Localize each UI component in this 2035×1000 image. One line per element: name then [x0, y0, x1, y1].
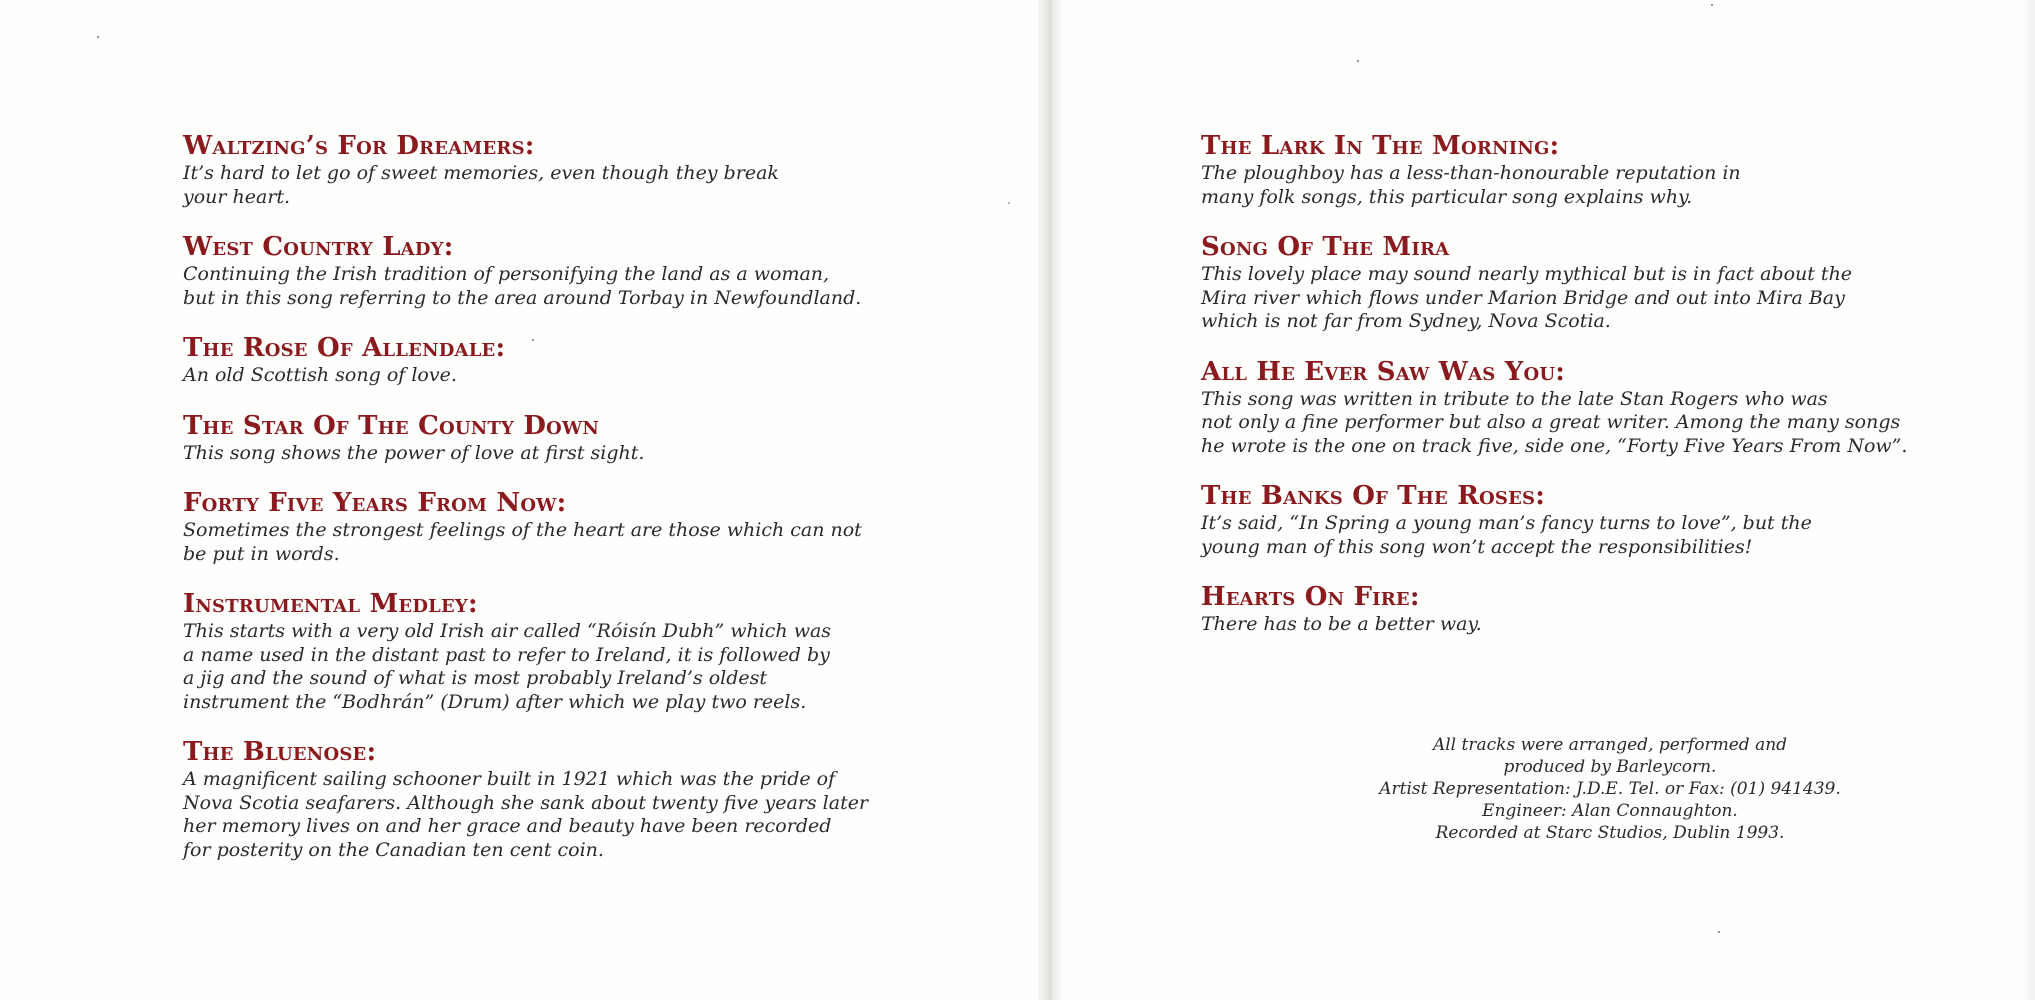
- track-description: A magnificent sailing schooner built in 1921 which was the pride of Nova Scotia seafarers. Although she sank about twenty five years later her memory lives on and her grace and beauty have been recorded for posterity on the Canadian ten cent coin.: [183, 768, 869, 861]
- credits-line: Recorded at Starc Studios, Dublin 1993.: [1435, 823, 1785, 843]
- track-title: The Lark In The Morning:: [1201, 131, 1560, 161]
- track-note: [1201, 356, 1921, 459]
- track-note: [183, 410, 903, 466]
- credits-line: All tracks were arranged, performed and: [1432, 735, 1788, 755]
- track-note: [183, 487, 903, 566]
- track-note: [1201, 480, 1921, 559]
- track-title: The Banks Of The Roses:: [1201, 481, 1546, 511]
- track-note: [1201, 581, 1921, 637]
- left-track-notes: [183, 130, 903, 884]
- track-title: Forty Five Years From Now:: [183, 488, 567, 518]
- paper-speck: [1357, 60, 1359, 62]
- track-description: It’s said, “In Spring a young man’s fancy turns to love”, but the young man of this song won’t accept the responsibilities!: [1201, 512, 1812, 558]
- track-description: It’s hard to let go of sweet memories, even though they break your heart.: [183, 162, 779, 208]
- track-title: Hearts On Fire:: [1201, 582, 1420, 612]
- track-note: [183, 736, 903, 862]
- track-title: All He Ever Saw Was You:: [1201, 356, 1566, 387]
- track-note: [1201, 231, 1921, 334]
- credits-line: produced by Barleycorn.: [1503, 757, 1717, 777]
- track-description: This song was written in tribute to the late Stan Rogers who was not only a fine performer but also a great writer. Among the many songs he wrote is the one on track five, side one, “Forty Five Years From Now”.: [1201, 387, 1908, 457]
- track-description: This song shows the power of love at first sight.: [183, 441, 645, 464]
- track-title: The Rose Of Allendale:: [183, 333, 506, 363]
- credits-line: Artist Representation: J.D.E. Tel. or Fax: (01) 941439.: [1379, 779, 1841, 799]
- page-edge: [2021, 0, 2035, 1000]
- track-note: [1201, 130, 1921, 209]
- track-title: Waltzing’s For Dreamers:: [183, 131, 535, 161]
- track-description: This starts with a very old Irish air called “Róisín Dubh” which was a name used in the distant past to refer to Ireland, it is followed by a jig and the sound of what is most probably Ireland’s oldest instrument the “Bodhrán” (Drum) after which we play two reels.: [183, 620, 832, 713]
- track-note: [183, 588, 903, 714]
- credits-line: Engineer: Alan Connaughton.: [1482, 801, 1738, 821]
- paper-speck: [1711, 4, 1713, 6]
- track-description: This lovely place may sound nearly mythical but is in fact about the Mira river which flows under Marion Bridge and out into Mira Bay which is not far from Sydney, Nova Scotia.: [1201, 263, 1853, 332]
- track-note: [183, 130, 903, 209]
- track-description: The ploughboy has a less-than-honourable reputation in many folk songs, this particular song explains why.: [1201, 162, 1741, 208]
- paper-speck: [97, 36, 99, 38]
- track-title: West Country Lady:: [183, 232, 454, 262]
- track-title: Song Of The Mira: [1201, 232, 1450, 262]
- track-description: There has to be a better way.: [1201, 613, 1482, 635]
- track-description: An old Scottish song of love.: [183, 364, 457, 386]
- paper-speck: [1008, 202, 1010, 204]
- production-credits: [1290, 734, 1930, 844]
- right-track-notes: [1201, 130, 1921, 659]
- page-fold: [1038, 0, 1062, 1000]
- track-description: Continuing the Irish tradition of personifying the land as a woman, but in this song referring to the area around Torbay in Newfoundland.: [183, 263, 862, 309]
- track-note: [183, 332, 903, 388]
- track-title: Instrumental Medley:: [183, 589, 478, 619]
- track-title: The Star Of The County Down: [183, 410, 600, 441]
- track-title: The Bluenose:: [183, 737, 377, 767]
- track-note: [183, 231, 903, 310]
- paper-speck: [1718, 931, 1720, 933]
- track-description: Sometimes the strongest feelings of the heart are those which can not be put in words.: [183, 519, 862, 565]
